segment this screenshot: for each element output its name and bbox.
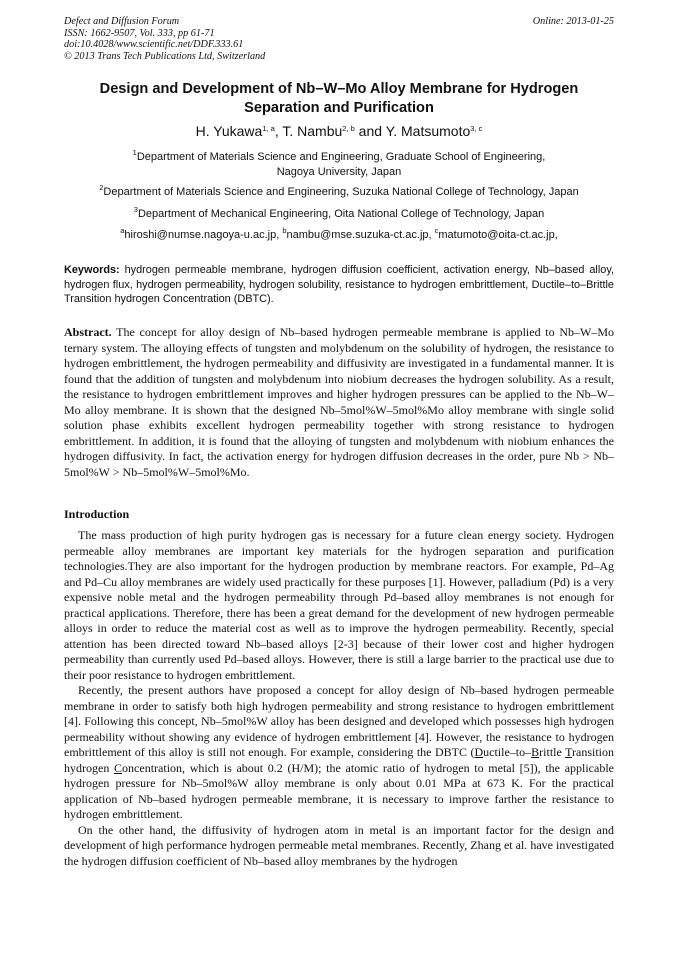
title-line-2: Separation and Purification: [244, 100, 434, 116]
author-name: T. Nambu: [282, 123, 343, 139]
email-address[interactable]: matumoto@oita-ct.ac.jp,: [438, 229, 558, 241]
abstract-label: Abstract.: [64, 325, 112, 339]
affiliation-2: [60, 185, 618, 200]
affil-sup: 3: [133, 205, 138, 214]
affiliation-3: [60, 207, 618, 222]
paragraph: On the other hand, the diffusivity of hydrogen atom in metal is an important factor for the design and development of high performance hydrogen permeable metal membranes. Recently, Zhang et al. have investigated the hydrogen diffusion coefficient of Nb–based alloy membranes by the hydrogen: [64, 822, 614, 868]
keywords-label: Keywords:: [64, 264, 120, 276]
author-affil-sup: 3, c: [470, 124, 483, 133]
issn-line: ISSN: 1662-9507, Vol. 333, pp 61-71: [64, 27, 215, 39]
paragraph: The mass production of high purity hydrogen gas is necessary for a future clean energy society. Hydrogen permeable alloy membranes are important key materials for the hydrogen separation and purification technologies.They are also important for the hydrogen production by membrane reactors. For example, Pd–Ag and Pd–Cu alloy membranes are widely used practically for these purposes [1]. However, palladium (Pd) is a very expensive noble metal and the hydrogen permeability through Pd–based alloy membranes is not enough for practical applications. Therefore, there has been a great demand for the development of new hydrogen permeable alloys in order to reduce the material cost as well as to improve the hydrogen permeability. Recently, special attention has been directed toward Nb–based alloys [2-3] because of their lower cost and higher hydrogen permeability than currently used Pd–based alloys. However, there is still a large barrier to the practical use due to their poor resistance to hydrogen embrittlement.: [64, 528, 614, 682]
online-date: Online: 2013-01-25: [532, 16, 614, 27]
author-name: H. Yukawa: [195, 123, 263, 139]
affil-text: Department of Materials Science and Engineering, Graduate School of Engineering,: [136, 151, 546, 163]
email-line: [60, 228, 618, 243]
affiliation-1: [60, 150, 618, 180]
author-separator: and: [354, 123, 386, 139]
title-line-1: Design and Development of Nb–W–Mo Alloy Membrane for Hydrogen: [99, 81, 579, 97]
paragraph: Recently, the present authors have proposed a concept for alloy design of Nb–based hydrogen permeable membrane in order to satisfy both high hydrogen permeability and strong resistance to hydrogen embrittlement [4]. Following this concept, Nb–5mol%W alloy has been designed and developed which possesses high hydrogen permeability without showing any evidence of hydrogen embrittlement [4]. However, the resistance to hydrogen embrittlement of this alloy is still not enough. For example, considering the DBTC (Ductile–to–Brittle Transition hydrogen Concentration, which is about 0.2 (H/M); the atomic ratio of hydrogen to metal [5]), the applicable hydrogen pressure for Nb–5mol%W alloy membrane is only about 0.01 MPa at 673 K. For the practical application of Nb–based hydrogen permeable membrane, it is necessary to improve farther the resistance to hydrogen embrittlement.: [64, 683, 614, 821]
email-sup: b: [282, 226, 287, 235]
author-affil-sup: 2, b: [342, 124, 355, 133]
email-address[interactable]: hiroshi@numse.nagoya-u.ac.jp,: [124, 229, 283, 241]
abstract-text: The concept for alloy design of Nb–based hydrogen permeable membrane is applied to Nb–W–Mo ternary system. The alloying effects of tungsten and molybdenum on the solubility of hydrogen, the resistance to hydrogen embrittlement, the hydrogen permeability and diffusivity are investigated in a fundamental manner. It is found that the addition of tungsten and molybdenum into niobium decreases the hydrogen solubility. As a result, the resistance to hydrogen embrittlement improves and higher hydrogen pressures can be applied to the Nb–W–Mo alloy membrane. It is shown that the designed Nb–5mol%W–5mol%Mo alloy membrane with single solid solution phase exhibits excellent hydrogen permeability together with strong resistance to hydrogen embrittlement. In addition, it is found that the alloying of tungsten and molybdenum with niobium enhances the hydrogen diffusivity. In fact, the activation energy for hydrogen diffusion decreases in the order, pure Nb > Nb–5mol%W > Nb–5mol%W–5mol%Mo.: [64, 325, 614, 479]
introduction-body: [64, 528, 614, 869]
paper-title: [64, 80, 614, 118]
email-sup: c: [434, 226, 439, 235]
keywords: [64, 263, 614, 307]
author-list: [64, 122, 614, 140]
copyright-line: © 2013 Trans Tech Publications Ltd, Switzerland: [64, 50, 266, 62]
author-affil-sup: 1, a: [262, 124, 275, 133]
author-name: Y. Matsumoto: [385, 123, 471, 139]
email-sup: a: [120, 226, 125, 235]
email-address[interactable]: nambu@mse.suzuka-ct.ac.jp,: [286, 229, 435, 241]
affil-sup: 2: [99, 183, 104, 192]
affil-text: Department of Materials Science and Engineering, Suzuka National College of Technology, Japan: [103, 186, 579, 198]
doi-line: doi:10.4028/www.scientific.net/DDF.333.61: [64, 39, 244, 51]
affil-text: Nagoya University, Japan: [276, 166, 402, 178]
abstract: [64, 325, 614, 480]
author-separator: ,: [274, 123, 283, 139]
journal-name: Defect and Diffusion Forum: [64, 16, 180, 27]
keywords-text: hydrogen permeable membrane, hydrogen diffusion coefficient, activation energy, Nb–based alloy, hydrogen flux, hydrogen permeability, hydrogen solubility, resistance to hydrogen embrittlement, Ductile–to–Brittle Transition hydrogen Concentration (DBTC).: [64, 264, 614, 306]
affil-text: Department of Mechanical Engineering, Oita National College of Technology, Japan: [137, 208, 545, 220]
affil-sup: 1: [132, 148, 137, 157]
section-heading-introduction: Introduction: [64, 507, 130, 521]
journal-header: [64, 16, 265, 62]
